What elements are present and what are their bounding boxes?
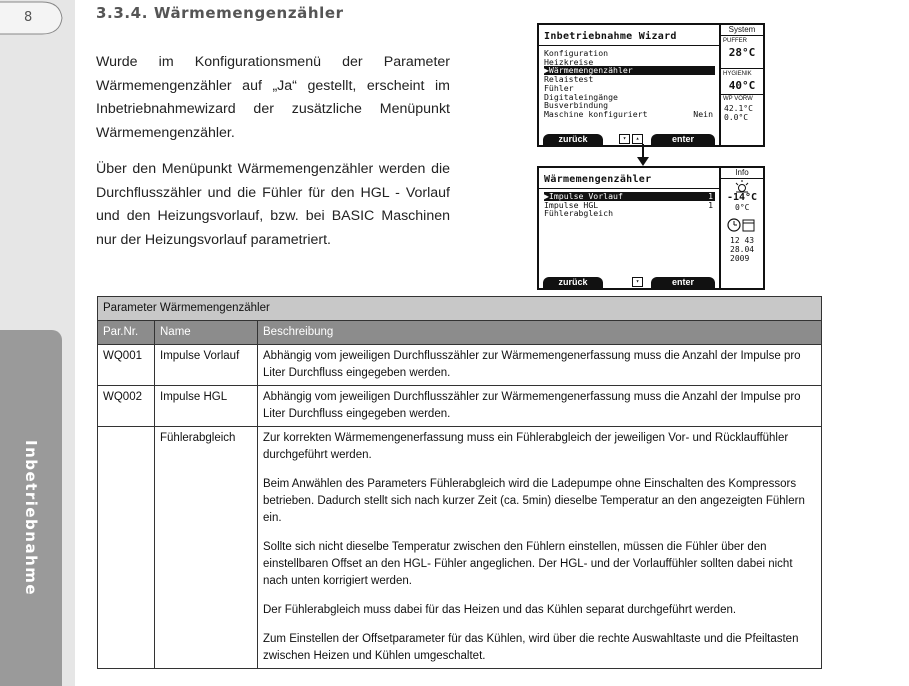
wp-value-2: 0.0°C — [724, 113, 749, 122]
param-description — [258, 427, 822, 669]
description-paragraph: Zur korrekten Wärmemengenerfassung muss ein Fühlerabgleich der jeweiligen Vor- und Rücklauffühler durchgeführt werden. — [263, 432, 789, 461]
menu-item[interactable] — [544, 201, 715, 210]
clock-calendar-icon — [727, 217, 757, 233]
table-row — [98, 427, 822, 669]
section-title: 3.3.4. Wärmemengenzähler — [96, 4, 344, 22]
wp-value-1: 42.1°C — [724, 104, 753, 113]
puffer-temperature: 28°C — [728, 46, 756, 59]
menu-item-value: Nein — [693, 109, 713, 119]
menu-item[interactable] — [544, 110, 715, 119]
secondary-temperature: 0°C — [735, 203, 750, 212]
menu-item[interactable] — [544, 58, 715, 67]
menu-item-label: Impulse HGL — [544, 200, 599, 210]
param-description — [258, 345, 822, 386]
up-arrow-key-icon: ▴ — [632, 134, 643, 144]
menu-item-label: Fühlerabgleich — [544, 209, 614, 219]
description-paragraph: Abhängig vom jeweiligen Durchflusszähler zur Wärmemengenerfassung muss die Anzahl der Impulse pro Liter Durchfluss eingegeben werden. — [263, 391, 801, 420]
hygienik-label: HYGIENIK — [723, 71, 752, 77]
param-name: Impulse Vorlauf — [155, 345, 258, 386]
param-name: Fühlerabgleich — [155, 427, 258, 669]
wp-label: WP VORW — [723, 96, 753, 102]
description-paragraph: Beim Anwählen des Parameters Fühlerabgleich wird die Ladepumpe ohne Einschalten des Kompressors betrieben. Dadurch stellt sich nach kurzer Zeit (ca. 5min) dieselbe Temperatur an den angezeigten Fühlern ein. — [263, 478, 805, 524]
intro-paragraph-2: Über den Menüpunkt Wärmemengenzähler werden die Durchflusszähler und die Fühler für den HGL - Vorlauf und den Heizungsvorlauf, bzw. bei BASIC Maschinen nur der Heizungsvorlauf parametriert. — [96, 161, 450, 248]
lcd-title: Wärmemengenzähler — [544, 174, 652, 185]
menu-item-label: ▶Impulse Vorlauf — [544, 192, 623, 201]
down-arrow-icon — [636, 144, 650, 168]
year-display: 2009 — [730, 254, 750, 263]
lcd-title: Inbetriebnahme Wizard — [544, 31, 677, 42]
menu-item[interactable] — [544, 192, 715, 201]
parameter-table — [97, 296, 822, 669]
menu-item[interactable] — [544, 93, 715, 102]
intro-paragraph-1: Wurde im Konfigurationsmenü der Parameter Wärmemengenzähler auf „Ja“ gestellt, erscheint im Inbetriebnahmewizard der zusätzliche Menüpunkt Wärmemengenzähler. — [96, 54, 450, 141]
time-display: 12 43 — [730, 236, 755, 245]
menu-item-label: Maschine konfiguriert — [544, 109, 648, 119]
menu-item-label: Relaistest — [544, 75, 594, 85]
enter-softkey[interactable]: enter — [651, 277, 715, 288]
down-arrow-key-icon: ▾ — [619, 134, 630, 144]
zurueck-softkey[interactable]: zurück — [543, 134, 603, 145]
menu-item-label: Digitaleingänge — [544, 92, 618, 102]
param-number: WQ001 — [98, 345, 155, 386]
outdoor-temperature: -14°C — [726, 192, 758, 203]
header-par-nr: Par.Nr. — [98, 321, 155, 345]
table-row — [98, 345, 822, 386]
description-paragraph: Zum Einstellen der Offsetparameter für das Kühlen, wird über die rechte Auswahltaste und die Pfeiltasten zwischen Heizen und Kühlen umgeschaltet. — [263, 633, 799, 662]
header-name: Name — [155, 321, 258, 345]
description-paragraph: Sollte sich nicht dieselbe Temperatur zwischen den Fühlern einstellen, müssen die Fühler über den einstellbaren Offset an den HGL- Fühler angeglichen. Der HGL- und der Vorlauffühler sollten dabei nicht nach unten korrigiert werden. — [263, 541, 793, 587]
menu-item[interactable] — [544, 209, 715, 218]
lcd-screen-waermemengenzaehler — [537, 166, 765, 290]
sun-cloud-icon — [733, 179, 751, 193]
menu-item-value: 1 — [708, 192, 713, 201]
menu-item-label: ▶Wärmemengenzähler — [544, 66, 633, 76]
menu-item-label: Fühler — [544, 83, 574, 93]
header-beschreibung: Beschreibung — [258, 321, 822, 345]
table-row — [98, 386, 822, 427]
enter-softkey[interactable]: enter — [651, 134, 715, 145]
puffer-label: PUFFER — [723, 38, 747, 44]
lcd-screen-wizard — [537, 23, 765, 147]
table-title: Parameter Wärmemengenzähler — [98, 297, 822, 321]
param-number — [98, 427, 155, 669]
menu-item[interactable] — [544, 75, 715, 84]
hygienik-temperature: 40°C — [728, 79, 756, 92]
param-name: Impulse HGL — [155, 386, 258, 427]
page-number: 8 — [24, 10, 33, 25]
menu-item-label: Busverbindung — [544, 101, 609, 111]
param-number: WQ002 — [98, 386, 155, 427]
menu-item-label: Heizkreise — [544, 57, 594, 67]
info-label: Info — [721, 168, 763, 179]
down-arrow-key-icon: ▾ — [632, 277, 643, 287]
menu-item[interactable] — [544, 84, 715, 93]
system-label: System — [721, 25, 763, 36]
menu-item[interactable] — [544, 66, 715, 75]
description-paragraph: Der Fühlerabgleich muss dabei für das Heizen und das Kühlen separat durchgeführt werden. — [263, 604, 737, 616]
description-paragraph: Abhängig vom jeweiligen Durchflusszähler zur Wärmemengenerfassung muss die Anzahl der Impulse pro Liter Durchfluss eingegeben werden. — [263, 350, 801, 379]
menu-item-value: 1 — [708, 200, 713, 210]
side-label: Inbetriebnahme — [22, 440, 40, 597]
menu-item[interactable] — [544, 49, 715, 58]
zurueck-softkey[interactable]: zurück — [543, 277, 603, 288]
date-display: 28.04 — [730, 245, 755, 254]
menu-item-label: Konfiguration — [544, 49, 609, 58]
param-description — [258, 386, 822, 427]
menu-item[interactable] — [544, 101, 715, 110]
